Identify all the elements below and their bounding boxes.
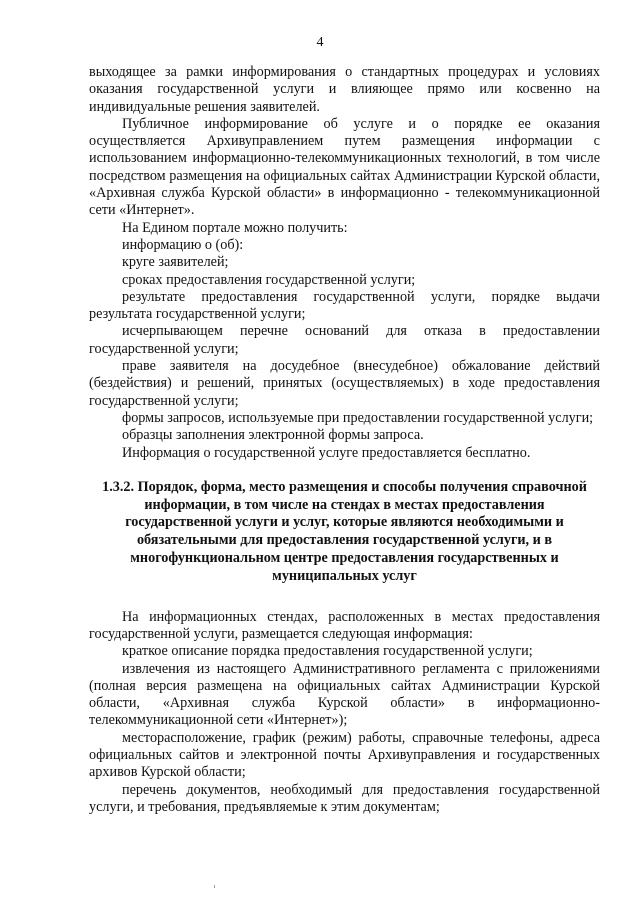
paragraph-info-stands: На информационных стендах, расположенных в местах предоставления государственной услуги, размещается следующая информация: [89, 608, 600, 642]
list-item: информацию о (об): [122, 236, 244, 253]
spacer [89, 586, 600, 609]
page-number: 4 [316, 35, 324, 50]
list-item: краткое описание порядка предоставления государственной услуги; [122, 643, 533, 660]
list-item: извлечения из настоящего Административного регламента с приложениями (полная версия размещена на официальных сайтах Администрации Курской области, «Архивная служба Курской области» в информационно-телекоммуникационной сети «Интернет»); [89, 660, 600, 729]
paragraph-continuation: выходящее за рамки информирования о стандартных процедурах и условиях оказания государственной услуги и влияющее прямо или косвенно на индивидуальные решения заявителей. [89, 64, 600, 115]
list-item: месторасположение, график (режим) работы, справочные телефоны, адреса официальных сайтов и электронной почты Архивуправления и государственных архивов Курской области; [89, 729, 600, 781]
section-heading: 1.3.2. Порядок, форма, место размещения и способы получения справочной информации, в том числе на стендах в местах предоставления государственной услуги и услуг, которые являются необходимыми и обязательными для предоставления государственной услуги, и в многофункциональном центре предоставления государственных и муниципальных услуг [102, 478, 587, 584]
list-item: результате предоставления государственной услуги, порядке выдачи результата государственной услуги; [89, 288, 600, 323]
list-item: образцы заполнения электронной формы запроса. [122, 427, 424, 444]
list-item: круге заявителей; [122, 254, 229, 271]
list-item: перечень документов, необходимый для предоставления государственной услуги, и требования, предъявляемые к этим документам; [89, 781, 600, 815]
paragraph-public-informing: Публичное информирование об услуге и о порядке ее оказания осуществляется Архивуправлением путем размещения информации с использованием информационно-телекоммуникационных технологий, в том числе посредством размещения на официальных сайтах Администрации Курской области, «Архивная служба Курской области» в информационно - телекоммуникационной сети «Интернет». [89, 115, 600, 219]
document-body [89, 64, 600, 816]
list-item: праве заявителя на досудебное (внесудебное) обжалование действий (бездействия) и решений, принятых (осуществляемых) в ходе предоставления государственной услуги; [89, 358, 600, 409]
paragraph-free-of-charge: Информация о государственной услуге предоставляется бесплатно. [122, 444, 531, 461]
paragraph-portal-intro: На Едином портале можно получить: [122, 219, 348, 236]
list-item: формы запросов, используемые при предоставлении государственной услуги; [122, 409, 594, 426]
scan-artifact [214, 885, 215, 888]
spacer [89, 462, 600, 479]
list-item: сроках предоставления государственной услуги; [122, 271, 416, 288]
list-item: исчерпывающем перечне оснований для отказа в предоставлении государственной услуги; [89, 323, 600, 357]
